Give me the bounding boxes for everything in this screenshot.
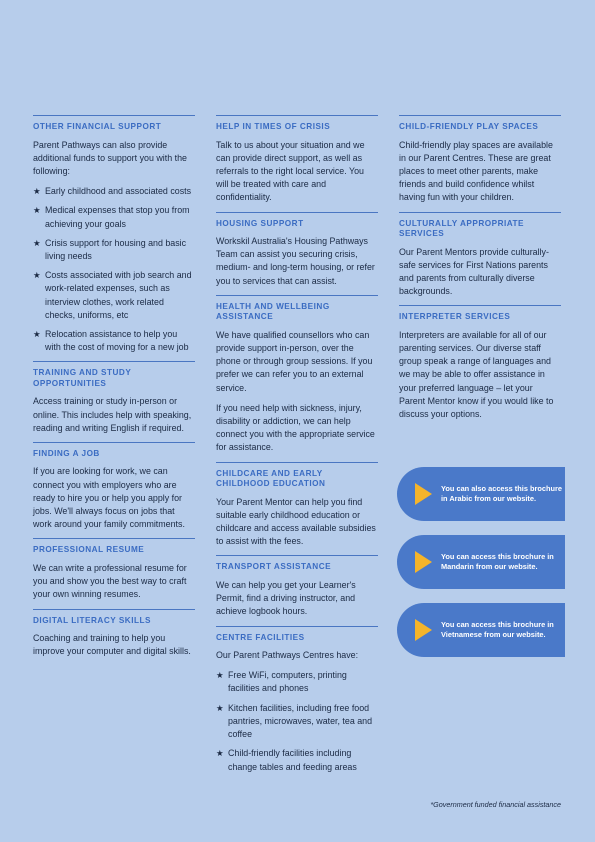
list-item: ★ Costs associated with job search and work-related expenses, such as interview clothes, work related checks, uniforms, etc: [33, 270, 192, 320]
star-icon: ★: [216, 748, 224, 759]
section-centre-facilities: [216, 626, 378, 774]
play-icon: [415, 619, 432, 641]
section-text: If you need help with sickness, injury, disability or addiction, we can help connect you with the appropriate service for assistance.: [216, 402, 375, 453]
section-text: Parent Pathways can also provide additional funds to support you with the following:: [33, 139, 187, 176]
section-text: Access training or study in-person or online. This includes help with speaking, reading and writing English if required.: [33, 396, 192, 433]
section-play-spaces: [399, 115, 561, 205]
section-text: If you are looking for work, we can connect you with employers who are ready to hire you or help you apply for jobs. We'll always focus on jobs that work around your family commitments.: [33, 466, 185, 530]
section-text: Child-friendly play spaces are available in our Parent Centres. These are great places to meet other parents, make friends and build confidence whilst having fun with your children.: [399, 139, 553, 203]
banner-mandarin[interactable]: [397, 535, 565, 589]
section-heading: HELP IN TIMES OF CRISIS: [216, 122, 331, 131]
column-3: [399, 115, 561, 428]
section-interpreter: [399, 305, 561, 421]
section-heading: HEALTH AND WELLBEING ASSISTANCE: [216, 301, 330, 322]
section-text: We can help you get your Learner's Permit, find a driving instructor, and achieve logbook hours.: [216, 579, 356, 617]
section-heading: PROFESSIONAL RESUME: [33, 545, 145, 555]
section-text: Your Parent Mentor can help you find suitable early childhood education or childcare and access available subsidies to assist with the fees.: [216, 496, 376, 547]
section-heading: CULTURALLY APPROPRIATE SERVICES: [399, 218, 525, 239]
star-icon: ★: [216, 702, 224, 713]
section-heading: FINDING A JOB: [33, 448, 100, 458]
footnote: *Government funded financial assistance: [430, 800, 561, 809]
list-item: ★ Crisis support for housing and basic living needs: [33, 237, 187, 261]
section-finding-job: [33, 442, 195, 532]
section-heading: OTHER FINANCIAL SUPPORT: [33, 122, 162, 131]
section-heading: CHILDCARE AND EARLY CHILDHOOD EDUCATION: [216, 468, 326, 489]
section-other-financial-support: [33, 115, 195, 354]
section-heading: INTERPRETER SERVICES: [399, 312, 511, 322]
section-text: Talk to us about your situation and we can provide direct support, as well as referrals to the right local service. You will be treated with care and confidentiality.: [216, 139, 365, 203]
section-text: Our Parent Mentors provide culturally-safe services for First Nations parents and parents from culturally diverse backgrounds.: [399, 246, 549, 297]
section-professional-resume: [33, 538, 195, 601]
section-heading: TRAINING AND STUDY OPPORTUNITIES: [33, 368, 132, 388]
bullet-list: [216, 669, 378, 773]
list-item: ★ Early childhood and associated costs: [33, 185, 195, 198]
list-item: ★ Child-friendly facilities including change tables and feeding areas: [216, 748, 357, 772]
star-icon: ★: [33, 328, 41, 339]
play-icon: [415, 551, 432, 573]
star-icon: ★: [33, 186, 41, 197]
section-childcare: [216, 462, 378, 549]
column-2: [216, 115, 378, 781]
list-item: ★ Medical expenses that stop you from achieving your goals: [33, 205, 190, 229]
section-heading: DIGITAL LITERACY SKILLS: [33, 615, 151, 625]
banner-text: You can access this brochure in Mandarin from our website.: [441, 551, 554, 571]
section-digital-literacy: [33, 609, 195, 659]
section-text: Coaching and training to help you improve your computer and digital skills.: [33, 633, 191, 657]
list-item: ★ Kitchen facilities, including free food pantries, microwaves, water, tea and coffee: [216, 702, 373, 740]
play-icon: [415, 483, 432, 505]
section-transport: [216, 555, 378, 618]
section-text: We have qualified counsellors who can provide support in-person, over the phone or through group sessions. If you prefer we can refer you to an external service.: [216, 329, 373, 393]
star-icon: ★: [33, 237, 41, 248]
banner-arabic[interactable]: [397, 467, 565, 521]
section-crisis: [216, 115, 378, 205]
bullet-list: [33, 185, 195, 354]
section-text: Interpreters are available for all of our parenting services. Our diverse staff group speak a range of languages and we may be able to offer assistance in your preferred language – let your Parent Mentor know if you would like to discuss your options.: [399, 329, 554, 420]
column-1: [33, 115, 195, 665]
section-text: We can write a professional resume for you and show you the best way to craft your own winning resumes.: [33, 562, 187, 600]
banner-text: You can also access this brochure in Arabic from our website.: [441, 483, 563, 503]
star-icon: ★: [33, 205, 41, 216]
section-text: Our Parent Pathways Centres have:: [216, 650, 359, 661]
list-item: ★ Free WiFi, computers, printing facilities and phones: [216, 670, 347, 694]
section-heading: TRANSPORT ASSISTANCE: [216, 562, 332, 572]
star-icon: ★: [216, 670, 224, 681]
banner-text: You can access this brochure in Vietnamese from our website.: [441, 619, 554, 639]
section-heading: HOUSING SUPPORT: [216, 218, 304, 228]
section-housing: [216, 212, 378, 288]
section-text: Workskil Australia's Housing Pathways Team can assist you securing crisis, medium- and long-term housing, or refer you to services that can assist.: [216, 236, 375, 286]
star-icon: ★: [33, 270, 41, 281]
list-item: ★ Relocation assistance to help you with the cost of moving for a new job: [33, 328, 189, 353]
section-heading: CHILD-FRIENDLY PLAY SPACES: [399, 122, 539, 131]
section-health: [216, 295, 378, 455]
section-heading: CENTRE FACILITIES: [216, 632, 305, 642]
section-cultural-services: [399, 212, 561, 299]
section-training: [33, 361, 195, 435]
banner-vietnamese[interactable]: [397, 603, 565, 657]
